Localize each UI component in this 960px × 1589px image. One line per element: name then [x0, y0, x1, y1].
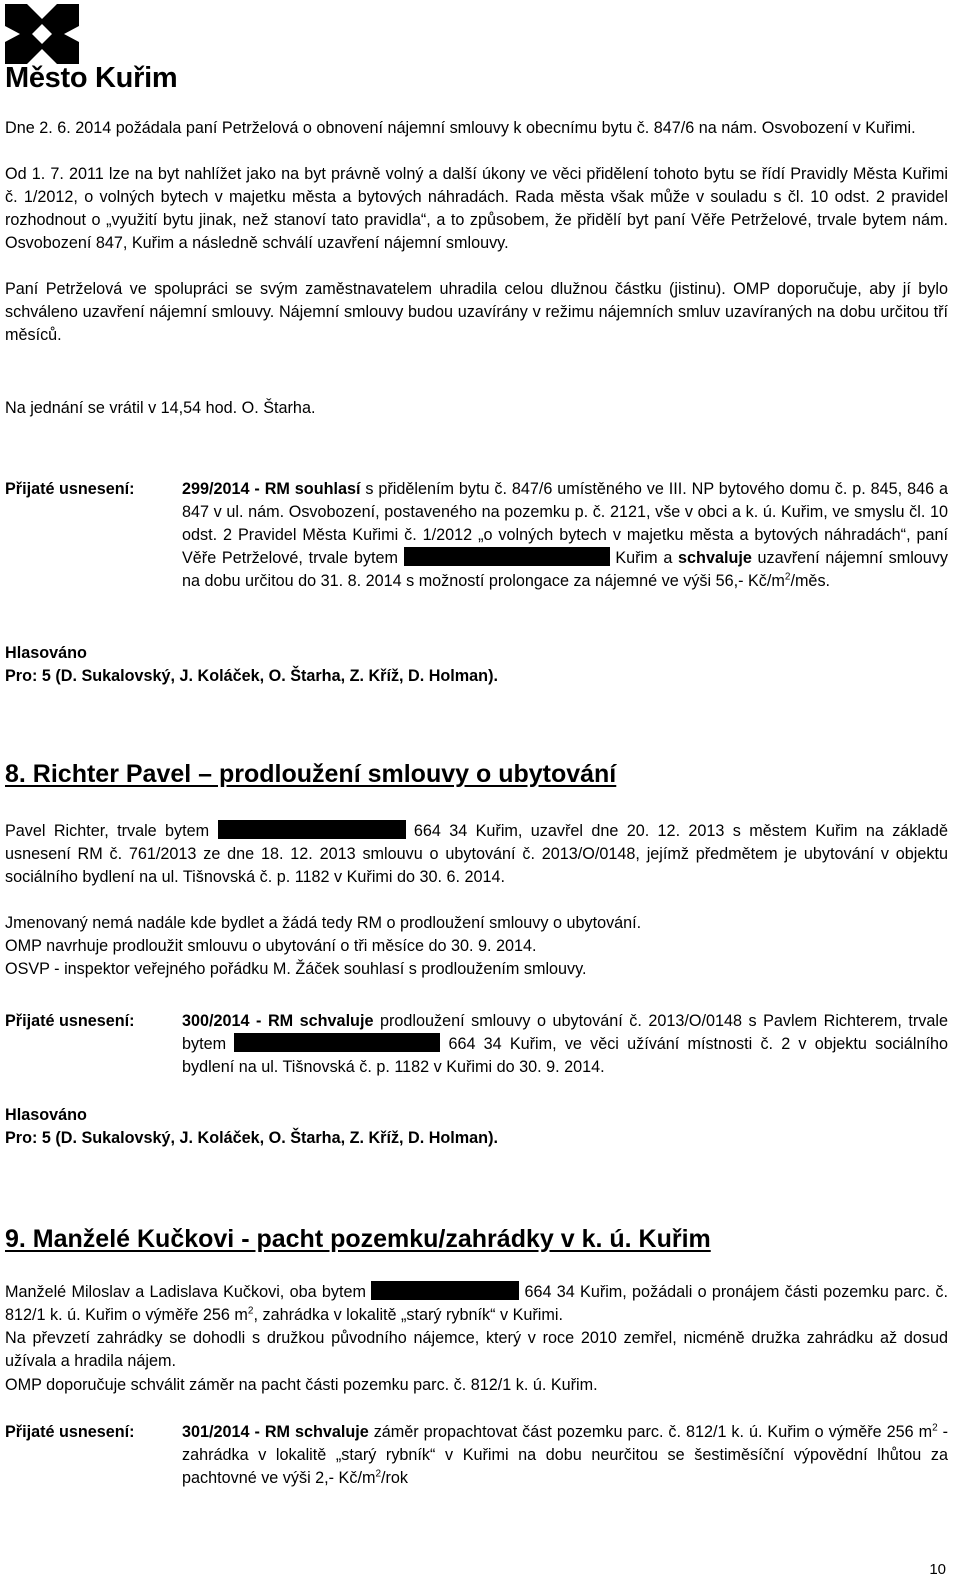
section-9-heading: 9. Manželé Kučkovi - pacht pozemku/zahrádky v k. ú. Kuřim: [5, 1225, 711, 1253]
section-8-paragraph-1: [5, 820, 948, 889]
resolution-number: 301/2014 - RM schvaluje: [182, 1423, 369, 1441]
paragraph-request: Dne 2. 6. 2014 požádala paní Petrželová o obnovení nájemní smlouvy k obecnímu bytu č. 847/6 na nám. Osvobození v Kuřimi.: [5, 119, 916, 137]
resolution-label: Přijaté usnesení:: [5, 1012, 135, 1030]
resolution-text: Kuřim a: [609, 549, 679, 567]
paragraph-text: , zahrádka v lokalitě „starý rybník“ v Kuřimi.: [253, 1306, 563, 1324]
resolution-text: /měs.: [790, 572, 831, 590]
resolution-text: /rok: [381, 1469, 408, 1487]
section-9-paragraph-3: OMP doporučuje schválit záměr na pacht části pozemku parc. č. 812/1 k. ú. Kuřim.: [5, 1376, 598, 1394]
vote-label: Hlasováno: [5, 644, 87, 662]
resolution-label: Přijaté usnesení:: [5, 480, 135, 498]
page-number: 10: [929, 1561, 946, 1578]
vote-result: Pro: 5 (D. Sukalovský, J. Koláček, O. Štarha, Z. Kříž, D. Holman).: [5, 667, 498, 685]
superscript: 2: [784, 571, 791, 583]
redaction-bar: [218, 820, 406, 839]
resolution-text: 664 34 Kuřim, ve věci užívání místnosti č. 2 v objektu sociálního bydlení na ul. Tišnovská č. p. 1182 v Kuřimi do 30. 9. 2014.: [182, 1035, 948, 1076]
resolution-text: s přidělením bytu č. 847/6 umístěného ve III. NP bytového domu č. p. 845, 846 a 847 v ul. nám. Osvobození, postaveného na pozemku p. č. 2121, vše v obci a k. ú. Kuřim, ve smyslu čl. 10 odst. 2 Pravidel Města Kuřimi č. 1/2012 „o volných bytech v majetku města a bytových náhradách“, paní Věře Petrželové, trvale bytem: [182, 480, 948, 567]
resolution-text: prodloužení smlouvy o ubytování č. 2013/O/0148 s Pavlem Richterem, trvale bytem: [182, 1012, 949, 1053]
vote-result: Pro: 5 (D. Sukalovský, J. Koláček, O. Štarha, Z. Kříž, D. Holman).: [5, 1129, 498, 1147]
section-8-paragraph-2: Jmenovaný nemá nadále kde bydlet a žádá tedy RM o prodloužení smlouvy o ubytování.: [5, 914, 642, 932]
resolution-number: 300/2014 - RM schvaluje: [182, 1012, 374, 1030]
section-9-paragraph-1: [5, 1281, 948, 1327]
section-9-paragraph-2: Na převzetí zahrádky se dohodli s družkou původního nájemce, který v roce 2010 zemřel, nicméně družka zahrádku až dosud užívala a hradila nájem.: [5, 1329, 948, 1370]
paragraph-text: 664 34 Kuřim, požádali o pronájem části pozemku parc. č. 812/1 k. ú. Kuřim o výměře 256 m: [5, 1283, 949, 1324]
paragraph-text: Manželé Miloslav a Ladislava Kučkovi, oba bytem: [5, 1283, 372, 1301]
resolution-text: - zahrádka v lokalitě „starý rybník“ v Kuřimi na dobu neurčitou se šestiměsíční výpovědní lhůtou za pachtovné ve výši 2,- Kč/m: [182, 1423, 949, 1487]
section-8-paragraph-4: OSVP - inspektor veřejného pořádku M. Žáček souhlasí s prodloužením smlouvy.: [5, 960, 587, 978]
paragraph-text: Pavel Richter, trvale bytem: [5, 822, 218, 840]
city-logo: [5, 4, 79, 64]
logo-text: Město Kuřim: [5, 62, 178, 94]
resolution-verb: schvaluje: [678, 549, 752, 567]
paragraph-omp: Paní Petrželová ve spolupráci se svým zaměstnavatelem uhradila celou dlužnou částku (jistinu). OMP doporučuje, aby jí bylo schváleno uzavření nájemní smlouvy. Nájemní smlouvy budou uzavírány v režimu nájemních smluv uzavíraných na dobu určitou tří měsíců.: [5, 280, 948, 344]
section-8-heading: 8. Richter Pavel – prodloužení smlouvy o ubytování: [5, 760, 617, 788]
redaction-bar: [404, 547, 610, 566]
paragraph-text: 664 34 Kuřim, uzavřel dne 20. 12. 2013 s městem Kuřim na základě usnesení RM č. 761/2013 ze dne 18. 12. 2013 smlouvu o ubytování č. 2013/O/0148, jejímž předmětem je ubytování v objektu sociálního bydlení na ul. Tišnovská č. p. 1182 v Kuřimi do 30. 6. 2014.: [5, 822, 949, 886]
city-logo-mark-icon: [5, 4, 79, 64]
redaction-bar: [371, 1281, 519, 1300]
superscript: 2: [375, 1468, 381, 1480]
superscript: 2: [247, 1305, 254, 1317]
resolution-301: [182, 1421, 948, 1490]
redaction-bar: [234, 1033, 440, 1052]
resolution-label: Přijaté usnesení:: [5, 1423, 135, 1441]
resolution-text: uzavření nájemní smlouvy na dobu určitou do 31. 8. 2014 s možností prolongace za nájemné ve výši 56,- Kč/m: [182, 549, 948, 590]
resolution-text: záměr propachtovat část pozemku parc. č. 812/1 k. ú. Kuřim o výměře 256 m: [368, 1423, 933, 1441]
resolution-300: [182, 1010, 948, 1079]
resolution-299: [182, 478, 948, 593]
resolution-number: 299/2014 - RM souhlasí: [182, 480, 361, 498]
section-8-paragraph-3: OMP navrhuje prodloužit smlouvu o ubytování o tři měsíce do 30. 9. 2014.: [5, 937, 537, 955]
superscript: 2: [932, 1422, 938, 1434]
vote-label: Hlasováno: [5, 1106, 87, 1124]
paragraph-return: Na jednání se vrátil v 14,54 hod. O. Štarha.: [5, 399, 316, 417]
paragraph-rules: Od 1. 7. 2011 lze na byt nahlížet jako na byt právně volný a další úkony ve věci přidělení tohoto bytu se řídí Pravidly Města Kuřimi č. 1/2012, o volných bytech v majetku města a bytových náhradách. Rada města však může v souladu s čl. 10 odst. 2 pravidel rozhodnout o „využití bytu jinak, než stanoví tato pravidla“, a to způsobem, že přidělí byt paní Věře Petrželové, trvale bytem nám. Osvobození 847, Kuřim a následně schválí uzavření nájemní smlouvy.: [5, 165, 948, 252]
